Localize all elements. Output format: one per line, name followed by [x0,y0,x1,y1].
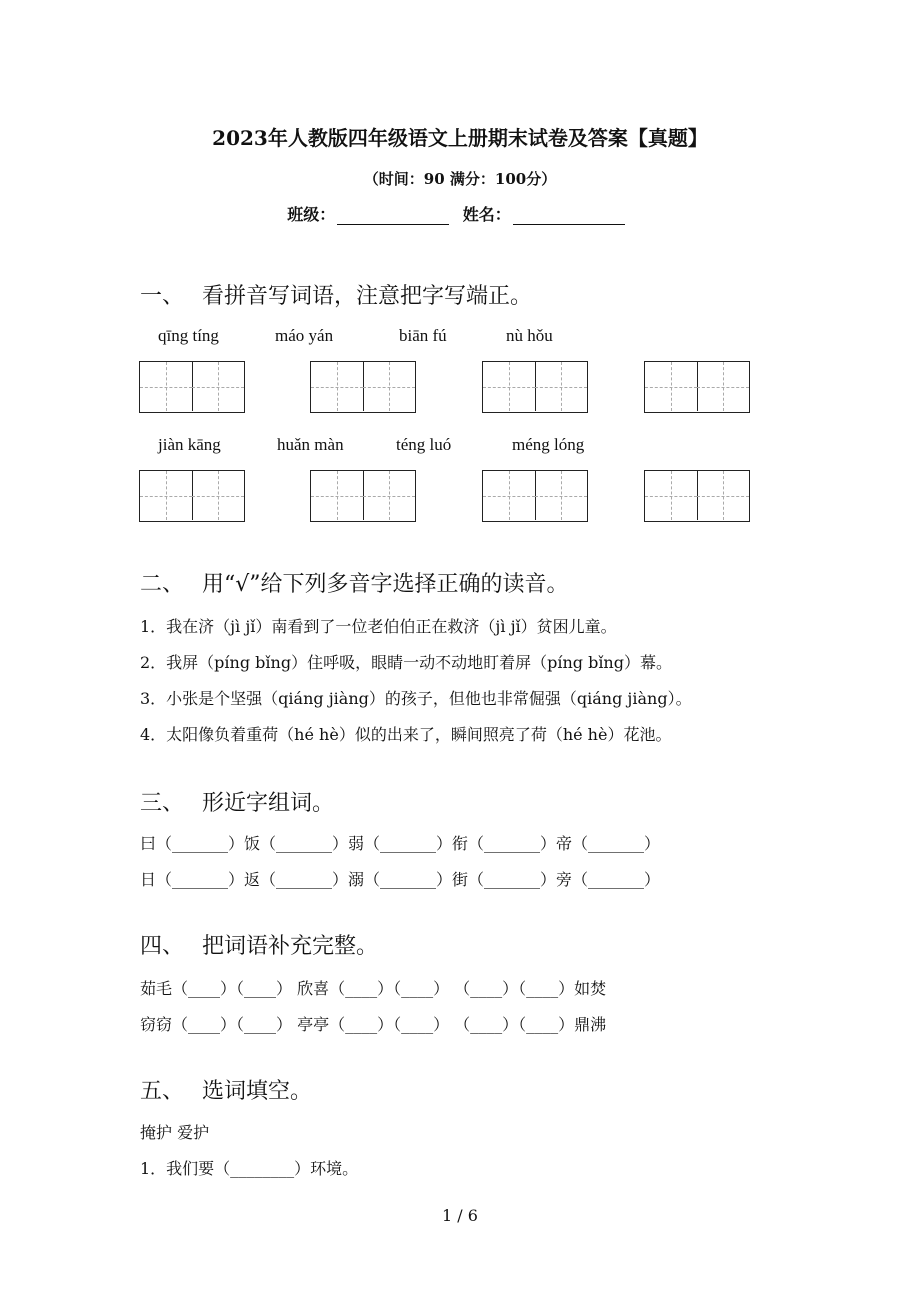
pinyin-label: téng luó [396,435,452,454]
section-2-heading [140,567,569,598]
question-line: 2．我屏（píng bǐng）住呼吸，眼睛一动不动地盯着屏（píng bǐng）幕。 [140,653,672,672]
fill-row[interactable]: 曰（_______）饭（_______）弱（_______）衔（_______）帝（_______） [140,834,661,853]
section-title: 形近字组词。 [202,791,335,816]
name-blank[interactable] [513,208,625,225]
fill-row[interactable]: 茹毛（____）（____） 欣喜（____）（____） （____）（____）如焚 [140,979,607,998]
section-5-heading [140,1074,312,1105]
section-1-heading [140,279,532,310]
name-label: 姓名： [462,205,511,224]
pinyin-label: jiàn kāng [158,435,221,454]
pinyin-label: qīng tíng [158,326,219,345]
section-title: 用“√”给下列多音字选择正确的读音。 [202,572,569,597]
question-line: 1．我在济（jì jǐ）南看到了一位老伯伯正在救济（jì jǐ）贫困儿童。 [140,617,617,636]
class-blank[interactable] [337,208,449,225]
writing-grid[interactable] [482,470,588,522]
section-number: 四、 [140,934,185,959]
writing-grid[interactable] [139,470,245,522]
pinyin-label: méng lóng [512,435,585,454]
fill-row[interactable]: 窃窃（____）（____） 亭亭（____）（____） （____）（____）鼎沸 [140,1015,607,1034]
question-line: 3．小张是个坚强（qiáng jiàng）的孩子，但他也非常倔强（qiáng jiàng）。 [140,689,692,708]
question-line: 4．太阳像负着重荷（hé hè）似的出来了，瞬间照亮了荷（hé hè）花池。 [140,725,672,744]
writing-grid[interactable] [310,470,416,522]
exam-title: 2023年人教版四年级语文上册期末试卷及答案【真题】 [212,126,708,150]
writing-grid[interactable] [139,361,245,413]
writing-grid[interactable] [644,470,750,522]
pinyin-label: máo yán [275,326,334,345]
page-number: 1 / 6 [442,1206,478,1225]
pinyin-label: nù hǒu [506,326,553,345]
exam-time-score: （时间：90 满分：100分） [363,170,557,188]
writing-grid[interactable] [310,361,416,413]
section-number: 一、 [140,284,185,309]
pinyin-label: biān fú [399,326,447,345]
section-title: 看拼音写词语，注意把字写端正。 [202,284,533,309]
student-info [0,202,920,225]
question-line[interactable]: 1．我们要（________）环境。 [140,1159,359,1178]
section-number: 五、 [140,1079,185,1104]
section-number: 二、 [140,572,185,597]
pinyin-label: huǎn màn [277,435,344,454]
word-options: 掩护 爱护 [140,1123,210,1142]
section-number: 三、 [140,791,185,816]
section-3-heading [140,786,334,817]
writing-grid[interactable] [644,361,750,413]
fill-row[interactable]: 日（_______）返（_______）溺（_______）街（_______）旁（_______） [140,870,661,889]
writing-grid[interactable] [482,361,588,413]
class-label: 班级： [287,205,336,224]
section-4-heading [140,929,378,960]
section-title: 选词填空。 [202,1079,313,1104]
section-title: 把词语补充完整。 [202,934,379,959]
